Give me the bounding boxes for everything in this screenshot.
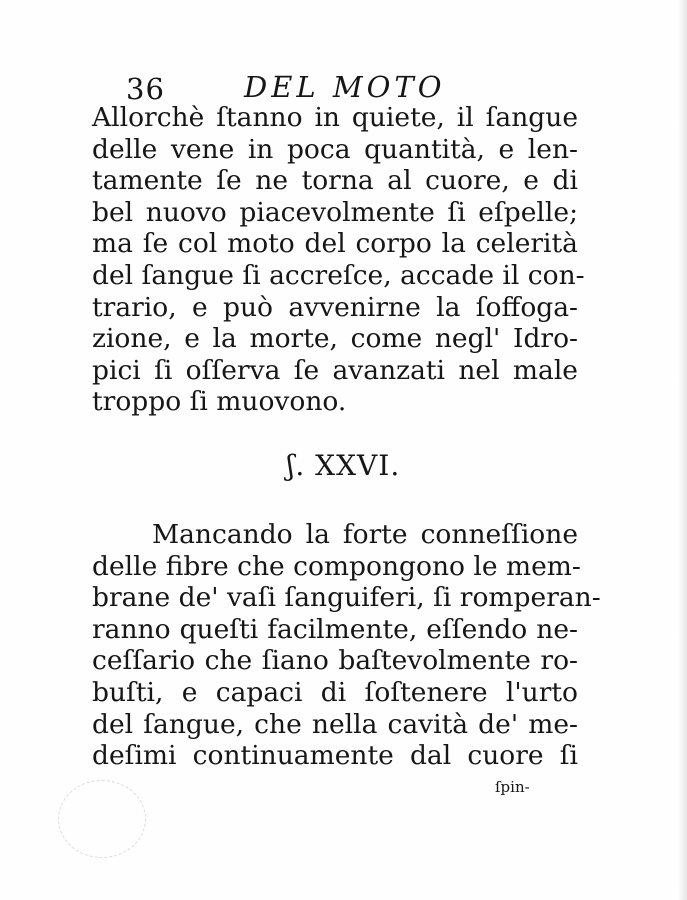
text-line: delle vene in poca quantità, e len- (92, 133, 578, 165)
page-number: 36 (126, 72, 165, 106)
text-line: pici ſi oſſerva ſe avanzati nel male (92, 354, 578, 386)
section-heading: ʃ. XXVI. (286, 449, 401, 482)
faint-library-stamp (58, 780, 146, 858)
text-line: zione, e la morte, come negl' Idro- (92, 323, 578, 355)
text-line: Allorchè ſtanno in quiete, il ſangue (92, 102, 578, 133)
running-head: DEL MOTO (244, 70, 446, 104)
text-line: deſimi continuamente dal cuore ſi (92, 740, 578, 772)
catchword: ſpin- (495, 778, 530, 796)
text-line: bel nuovo piacevolmente ſi eſpelle; (92, 196, 578, 228)
paragraph-2 (92, 519, 601, 772)
text-line: Mancando la forte conneſſione (152, 519, 578, 550)
text-line: del ſangue ſi accreſce, accade il con- (92, 259, 585, 291)
text-line: ma ſe col moto del corpo la celerità (92, 228, 578, 260)
text-line: trario, e può avvenirne la ſoffoga- (92, 291, 578, 323)
text-line: ranno queſti facilmente, eſſendo ne- (92, 613, 578, 645)
text-line: ceſſario che ſiano baſtevolmente ro- (92, 645, 578, 677)
text-line: tamente ſe ne torna al cuore, e di (92, 165, 578, 197)
text-line: buſti, e capaci di ſoſtenere l'urto (92, 676, 578, 708)
paragraph-1 (92, 102, 585, 418)
text-line: troppo ſi muovono. (92, 386, 347, 418)
text-line: del ſangue, che nella cavità de' me- (92, 708, 578, 740)
text-line: brane de' vaſi ſanguiferi, ſi romperan- (92, 582, 601, 614)
text-line: delle fibre che compongono le mem- (92, 550, 581, 582)
